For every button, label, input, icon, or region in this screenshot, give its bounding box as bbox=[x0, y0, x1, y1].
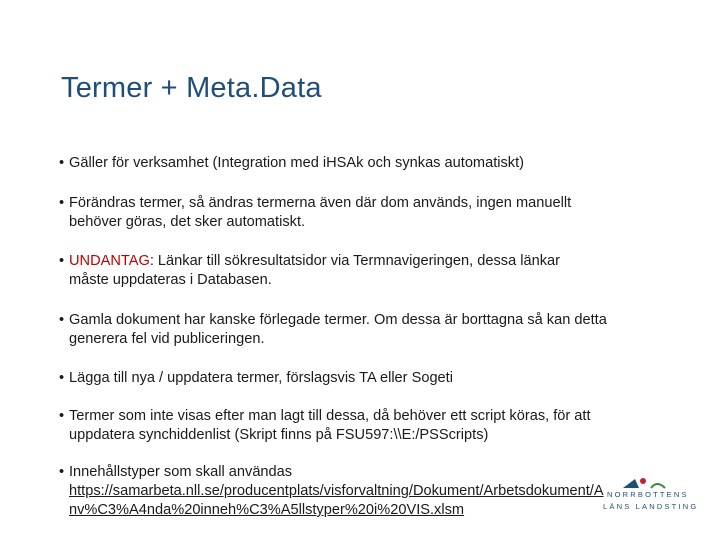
bullet-item bbox=[59, 194, 571, 232]
bullet-marker: • bbox=[59, 408, 65, 424]
exception-label: UNDANTAG bbox=[69, 253, 150, 269]
logo-red-dot bbox=[640, 478, 646, 484]
bullet-text-line: Termer som inte visas efter man lagt till dessa, då behöver ett script köras, för att bbox=[69, 408, 591, 424]
page-title: Termer + Meta.Data bbox=[61, 72, 322, 104]
logo-mountain-shape bbox=[623, 479, 639, 488]
bullet-item bbox=[59, 252, 560, 290]
bullet-item bbox=[59, 407, 591, 445]
bullet-text-line: Förändras termer, så ändras termerna även där dom används, ingen manuellt bbox=[69, 195, 572, 211]
bullet-marker: • bbox=[59, 370, 65, 386]
bullet-item bbox=[59, 154, 524, 173]
bullet-text-line: Innehållstyper som skall användas bbox=[69, 464, 293, 480]
bullet-text-line: uppdatera synchiddenlist (Skript finns på FSU597:\\E:/PSScripts) bbox=[69, 427, 489, 443]
bullet-item bbox=[59, 311, 607, 349]
document-link[interactable]: https://samarbeta.nll.se/producentplats/visforvaltning/Dokument/Arbetsdokument/A bbox=[69, 483, 604, 499]
bullet-marker: • bbox=[59, 464, 65, 480]
bullet-text-line: generera fel vid publiceringen. bbox=[69, 331, 265, 347]
bullet-marker: • bbox=[59, 312, 65, 328]
norrbotten-logo bbox=[601, 476, 701, 516]
bullet-marker: • bbox=[59, 155, 65, 171]
bullet-marker: • bbox=[59, 195, 65, 211]
bullet-text-line: måste uppdateras i Databasen. bbox=[69, 272, 272, 288]
bullet-text: Gäller för verksamhet (Integration med iHSAk och synkas automatiskt) bbox=[69, 155, 525, 171]
document-link-continued[interactable]: nv%C3%A4nda%20inneh%C3%A5llstyper%20i%20VIS.xlsm bbox=[69, 502, 465, 518]
logo-text-line1: NORRBOTTENS bbox=[607, 490, 689, 499]
logo-text-line2: LÄNS LANDSTING bbox=[603, 502, 699, 511]
bullet-text: : Länkar till sökresultatsidor via Termnavigeringen, dessa länkar bbox=[149, 253, 560, 269]
logo-green-arc bbox=[651, 484, 665, 488]
bullet-item bbox=[59, 369, 453, 388]
bullet-text-line: behöver göras, det sker automatiskt. bbox=[69, 214, 306, 230]
bullet-item bbox=[59, 463, 604, 520]
bullet-text: Lägga till nya / uppdatera termer, förslagsvis TA eller Sogeti bbox=[69, 370, 453, 386]
bullet-marker: • bbox=[59, 253, 65, 269]
bullet-text-line: Gamla dokument har kanske förlegade termer. Om dessa är borttagna så kan detta bbox=[69, 312, 607, 328]
